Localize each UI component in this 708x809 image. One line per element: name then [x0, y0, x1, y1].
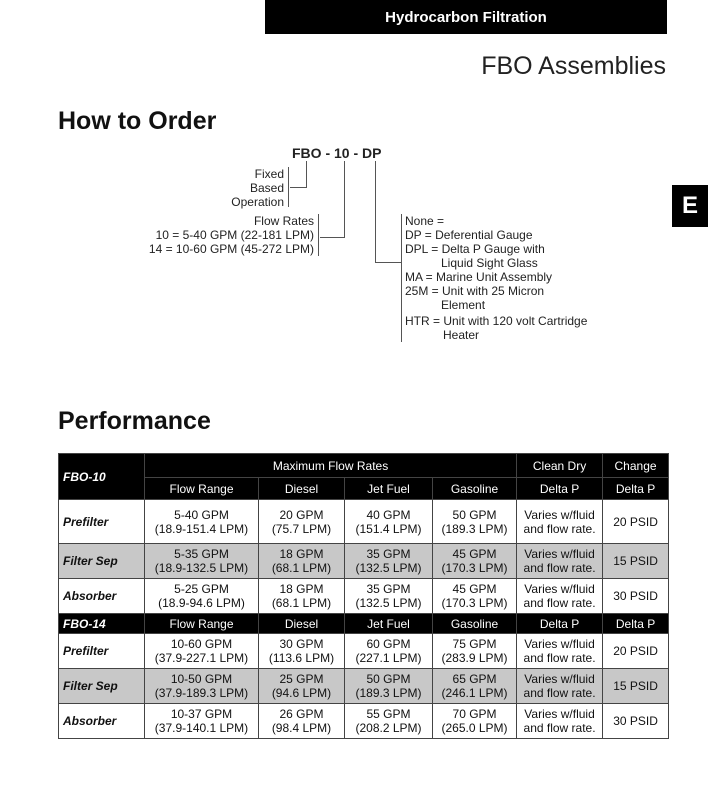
option-line-1: None = [405, 214, 445, 228]
option-line-8: HTR = Unit with 120 volt Cartridge [405, 314, 588, 328]
cell-text: 55 GPM [366, 707, 411, 721]
option-line-7: Element [441, 298, 486, 312]
flow-cell [145, 544, 259, 579]
cell-text: (68.1 LPM) [271, 561, 332, 575]
cell-text: and flow rate. [523, 686, 596, 700]
option-line-9: Heater [443, 328, 480, 342]
cell-text: (113.6 LPM) [268, 651, 335, 665]
cell-text: (18.9-132.5 LPM) [154, 561, 249, 575]
fbo-connector-h [290, 187, 307, 188]
jet-cell [345, 500, 433, 544]
flow-bracket [318, 214, 319, 256]
cell-text: 18 GPM [279, 582, 324, 596]
how-to-order-heading: How to Order [58, 107, 217, 135]
clean-cell [517, 544, 603, 579]
cell-text: Varies w/fluid [524, 582, 595, 596]
jet-cell [345, 669, 433, 704]
col-flow-range: Flow Range [145, 614, 259, 634]
max-flow-header: Maximum Flow Rates [145, 454, 517, 478]
jet-cell [345, 544, 433, 579]
cell-text: 10-50 GPM [170, 672, 233, 686]
cell-text: (37.9-189.3 LPM) [154, 686, 249, 700]
order-code: FBO - 10 - DP [292, 145, 382, 161]
diesel-cell [259, 579, 345, 614]
table-row [59, 579, 669, 614]
change-cell: 15 PSID [603, 669, 669, 704]
cell-text: (283.9 LPM) [441, 651, 508, 665]
col-diesel: Diesel [259, 478, 345, 500]
col-gasoline: Gasoline [433, 478, 517, 500]
gas-cell [433, 704, 517, 739]
flow-cell [145, 500, 259, 544]
cell-text: and flow rate. [523, 651, 596, 665]
cell-text: 30 GPM [279, 637, 324, 651]
cell-text: (98.4 LPM) [271, 721, 332, 735]
cell-text: 65 GPM [452, 672, 497, 686]
flow-connector-h [320, 237, 345, 238]
gas-cell [433, 579, 517, 614]
cell-text: 35 GPM [366, 582, 411, 596]
diesel-cell [259, 544, 345, 579]
col-change-delta-p: Delta P [603, 614, 669, 634]
table-row [59, 669, 669, 704]
cell-text: (75.7 LPM) [271, 521, 332, 536]
cell-text: 35 GPM [366, 547, 411, 561]
cell-text: Varies w/fluid [524, 637, 595, 651]
option-bracket [401, 214, 402, 342]
col-clean-delta-p: Delta P [517, 478, 603, 500]
gas-cell [433, 669, 517, 704]
cell-text: 5-40 GPM [174, 507, 229, 522]
flow-cell [145, 704, 259, 739]
clean-cell [517, 579, 603, 614]
cell-text: (189.3 LPM) [355, 686, 422, 700]
cell-text: 18 GPM [279, 547, 324, 561]
fbo-line-1: Fixed [254, 167, 284, 181]
col-jet-fuel: Jet Fuel [345, 614, 433, 634]
col-gasoline: Gasoline [433, 614, 517, 634]
change-cell: 15 PSID [603, 544, 669, 579]
performance-heading: Performance [58, 407, 211, 435]
cell-text: 70 GPM [452, 707, 497, 721]
col-clean-delta-p: Delta P [517, 614, 603, 634]
cell-text: (151.4 LPM) [355, 521, 422, 536]
cell-text: and flow rate. [523, 721, 596, 735]
option-line-3: DPL = Delta P Gauge with [405, 242, 545, 256]
col-jet-fuel: Jet Fuel [345, 478, 433, 500]
cell-text: 50 GPM [366, 672, 411, 686]
performance-table [58, 453, 669, 739]
cell-text: (132.5 LPM) [355, 596, 422, 610]
clean-cell [517, 669, 603, 704]
fbo-line-2: Based [249, 181, 284, 195]
flow-line-3: 14 = 10-60 GPM (45-272 LPM) [148, 242, 314, 256]
cell-text: 60 GPM [366, 637, 411, 651]
gas-cell [433, 500, 517, 544]
option-connector-h [375, 262, 402, 263]
cell-text: Varies w/fluid [524, 547, 595, 561]
gas-cell [433, 634, 517, 669]
cell-text: (68.1 LPM) [271, 596, 332, 610]
cell-text: Varies w/fluid [524, 507, 595, 522]
page-subtitle: FBO Assemblies [481, 52, 666, 80]
table-row [59, 704, 669, 739]
section-tab: E [672, 185, 708, 227]
cell-text: 20 GPM [279, 507, 324, 522]
cell-text: 10-60 GPM [170, 637, 233, 651]
cell-text: Varies w/fluid [524, 672, 595, 686]
flow-cell [145, 634, 259, 669]
cell-text: 75 GPM [452, 637, 497, 651]
cell-text: (208.2 LPM) [355, 721, 422, 735]
group-label-fbo10: FBO-10 [59, 454, 145, 500]
diesel-cell [259, 704, 345, 739]
diesel-cell [259, 500, 345, 544]
flow-cell [145, 669, 259, 704]
row-label: Absorber [59, 704, 145, 739]
clean-cell [517, 500, 603, 544]
col-diesel: Diesel [259, 614, 345, 634]
cell-text: (18.9-151.4 LPM) [154, 521, 249, 536]
fbo-connector-v [306, 161, 307, 187]
cell-text: Varies w/fluid [524, 707, 595, 721]
cell-text: (94.6 LPM) [271, 686, 332, 700]
cell-text: (37.9-227.1 LPM) [154, 651, 249, 665]
option-line-4: Liquid Sight Glass [441, 256, 538, 270]
col-flow-range: Flow Range [145, 478, 259, 500]
cell-text: (246.1 LPM) [441, 686, 508, 700]
jet-cell [345, 634, 433, 669]
change-header: Change [603, 454, 669, 478]
cell-text: 5-35 GPM [174, 547, 229, 561]
cell-text: 50 GPM [452, 507, 497, 522]
cell-text: 45 GPM [452, 582, 497, 596]
change-cell: 20 PSID [603, 634, 669, 669]
table-row [59, 544, 669, 579]
row-label: Filter Sep [59, 544, 145, 579]
gas-cell [433, 544, 517, 579]
cell-text: 10-37 GPM [170, 707, 233, 721]
row-label: Prefilter [59, 500, 145, 544]
section-banner: Hydrocarbon Filtration [265, 0, 667, 34]
cell-text: (265.0 LPM) [441, 721, 508, 735]
flow-line-2: 10 = 5-40 GPM (22-181 LPM) [155, 228, 314, 242]
option-line-6: 25M = Unit with 25 Micron [405, 284, 545, 298]
cell-text: (170.3 LPM) [441, 561, 508, 575]
cell-text: 25 GPM [279, 672, 324, 686]
change-cell: 30 PSID [603, 704, 669, 739]
fbo-bracket [288, 167, 289, 207]
fbo-line-3: Operation [231, 195, 284, 209]
col-change-delta-p: Delta P [603, 478, 669, 500]
option-line-2: DP = Deferential Gauge [405, 228, 533, 242]
clean-cell [517, 704, 603, 739]
cell-text: 45 GPM [452, 547, 497, 561]
option-line-5: MA = Marine Unit Assembly [405, 270, 553, 284]
cell-text: (132.5 LPM) [355, 561, 422, 575]
flow-connector-v [344, 161, 345, 238]
row-label: Filter Sep [59, 669, 145, 704]
group-label-fbo14: FBO-14 [59, 614, 145, 634]
cell-text: (18.9-94.6 LPM) [158, 596, 245, 610]
clean-cell [517, 634, 603, 669]
jet-cell [345, 704, 433, 739]
change-cell: 30 PSID [603, 579, 669, 614]
cell-text: 40 GPM [366, 507, 411, 522]
row-label: Prefilter [59, 634, 145, 669]
clean-dry-header: Clean Dry [517, 454, 603, 478]
option-connector-v [375, 161, 376, 263]
cell-text: and flow rate. [523, 596, 596, 610]
change-cell: 20 PSID [603, 500, 669, 544]
flow-line-1: Flow Rates [253, 214, 314, 228]
cell-text: 5-25 GPM [174, 582, 229, 596]
cell-text: (170.3 LPM) [441, 596, 508, 610]
cell-text: 26 GPM [279, 707, 324, 721]
diesel-cell [259, 669, 345, 704]
cell-text: (189.3 LPM) [441, 521, 508, 536]
flow-cell [145, 579, 259, 614]
table-row [59, 500, 669, 544]
diesel-cell [259, 634, 345, 669]
jet-cell [345, 579, 433, 614]
table-row [59, 634, 669, 669]
cell-text: and flow rate. [523, 521, 596, 536]
row-label: Absorber [59, 579, 145, 614]
cell-text: and flow rate. [523, 561, 596, 575]
cell-text: (37.9-140.1 LPM) [154, 721, 249, 735]
cell-text: (227.1 LPM) [355, 651, 422, 665]
